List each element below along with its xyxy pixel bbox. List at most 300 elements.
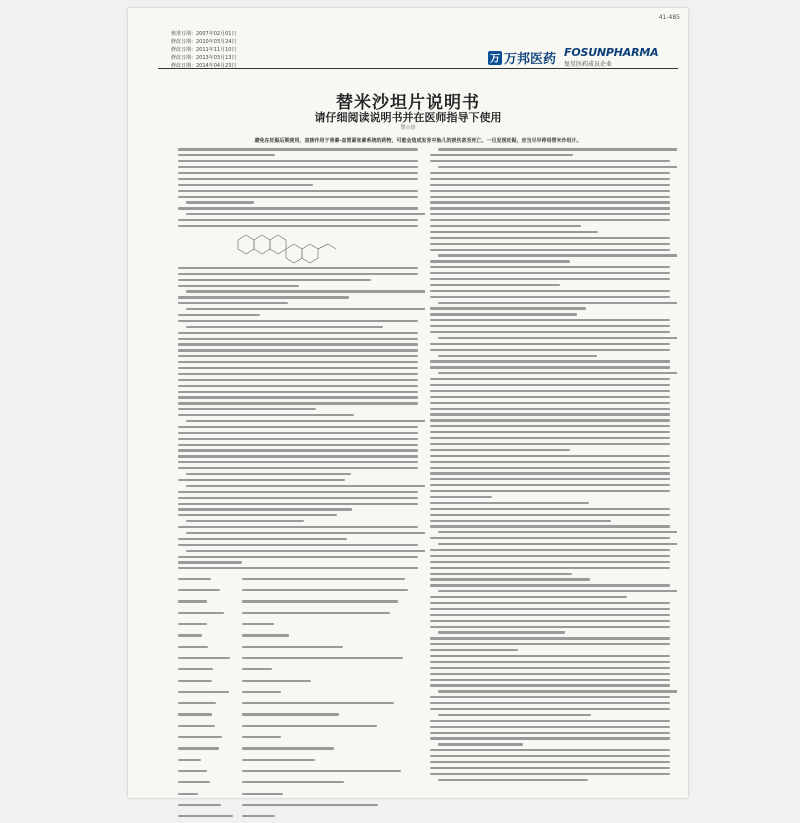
text-line-mark <box>178 320 418 322</box>
text-line-mark <box>178 657 230 659</box>
text-line <box>430 384 677 390</box>
text-line-mark <box>430 702 670 704</box>
text-line-mark <box>430 596 627 598</box>
text-line <box>178 308 425 314</box>
text-line <box>178 455 425 461</box>
text-line-mark <box>178 567 418 569</box>
text-line <box>430 431 677 437</box>
text-line-mark <box>178 338 418 340</box>
table-row <box>178 676 425 687</box>
text-line-mark <box>430 490 670 492</box>
text-line-mark <box>178 793 198 795</box>
revision-dates <box>171 30 236 70</box>
text-line-mark <box>178 379 418 381</box>
text-line-mark <box>438 714 591 716</box>
left-text-column <box>178 148 425 823</box>
wanbang-logo-icon: 万 <box>488 51 502 65</box>
text-line-mark <box>430 567 670 569</box>
text-line-mark <box>430 384 670 386</box>
text-line-mark <box>430 726 670 728</box>
table-row-label <box>178 611 242 617</box>
text-line <box>430 207 677 213</box>
text-line <box>430 590 677 596</box>
text-line <box>430 331 677 337</box>
text-line-mark <box>430 761 670 763</box>
table-row-label <box>178 634 242 640</box>
text-line-mark <box>430 549 670 551</box>
text-line-mark <box>430 213 670 215</box>
text-line-mark <box>242 736 281 738</box>
table-row-label <box>178 815 242 821</box>
text-line-mark <box>242 804 378 806</box>
text-line-mark <box>430 684 670 686</box>
text-line-mark <box>178 600 207 602</box>
text-line <box>430 266 677 272</box>
text-line-mark <box>178 589 220 591</box>
table-row-label <box>178 702 242 708</box>
text-line-mark <box>178 815 233 817</box>
table-row-value <box>242 792 425 798</box>
text-line-mark <box>178 285 299 287</box>
table-row <box>178 812 425 823</box>
table-row-value <box>242 770 425 776</box>
text-line-mark <box>242 578 405 580</box>
text-line-mark <box>438 631 565 633</box>
text-line-mark <box>430 555 670 557</box>
text-line-mark <box>178 668 213 670</box>
table-row-label <box>178 736 242 742</box>
text-line-mark <box>178 759 201 761</box>
text-line-mark <box>178 438 418 440</box>
text-line-mark <box>178 343 418 345</box>
table-row-value <box>242 747 425 753</box>
text-line-mark <box>186 485 425 487</box>
text-line <box>430 778 677 784</box>
revision-date: 修改日期：2010年03月24日 <box>171 39 237 45</box>
table-row-value <box>242 657 425 663</box>
text-line <box>430 166 677 172</box>
text-line-mark <box>178 449 418 451</box>
text-line-mark <box>430 349 670 351</box>
text-line-mark <box>242 634 289 636</box>
table-row-label <box>178 690 242 696</box>
text-line-mark <box>430 172 670 174</box>
text-line-mark <box>178 166 418 168</box>
document-title: 替米沙坦片说明书 <box>336 93 480 113</box>
text-line-mark <box>186 201 254 203</box>
table-row-value <box>242 713 425 719</box>
text-line-mark <box>430 478 670 480</box>
text-line-mark <box>186 532 425 534</box>
table-row-label <box>178 679 242 685</box>
text-line-mark <box>242 646 343 648</box>
text-line-mark <box>430 720 670 722</box>
text-line-mark <box>242 759 315 761</box>
text-line-mark <box>178 160 418 162</box>
text-line-mark <box>178 634 202 636</box>
text-line <box>178 219 425 225</box>
text-line-mark <box>178 497 418 499</box>
text-line-mark <box>186 308 425 310</box>
text-line-mark <box>186 473 351 475</box>
text-line-mark <box>242 781 344 783</box>
text-line-mark <box>178 148 418 150</box>
text-line-mark <box>186 290 425 292</box>
text-line-mark <box>430 343 670 345</box>
text-line-mark <box>178 219 418 221</box>
text-line-mark <box>178 172 418 174</box>
text-line <box>430 472 677 478</box>
text-line-mark <box>242 770 401 772</box>
text-line-mark <box>178 426 418 428</box>
text-line <box>430 319 677 325</box>
text-line-mark <box>430 461 670 463</box>
table-row <box>178 699 425 710</box>
table-row-value <box>242 758 425 764</box>
table-row-label <box>178 577 242 583</box>
text-line <box>430 696 677 702</box>
text-line-mark <box>438 543 677 545</box>
table-row-label <box>178 645 242 651</box>
table-row-value <box>242 803 425 809</box>
text-line <box>430 543 677 549</box>
text-line-mark <box>178 526 418 528</box>
text-line-mark <box>430 514 670 516</box>
text-line-mark <box>178 455 418 457</box>
text-line <box>430 160 677 166</box>
text-line-mark <box>430 272 670 274</box>
table-row-label <box>178 747 242 753</box>
text-line-mark <box>178 332 418 334</box>
text-line-mark <box>178 361 418 363</box>
table-row-value <box>242 736 425 742</box>
text-line-mark <box>178 461 418 463</box>
text-line <box>430 366 677 372</box>
text-line-mark <box>178 781 210 783</box>
text-line-mark <box>430 225 581 227</box>
text-line-mark <box>178 154 275 156</box>
text-line <box>430 213 677 219</box>
table-row <box>178 789 425 800</box>
text-line <box>178 526 425 532</box>
text-line-mark <box>430 508 670 510</box>
table-row-value <box>242 634 425 640</box>
text-line-mark <box>242 600 398 602</box>
text-line-mark <box>178 408 316 410</box>
text-line <box>178 207 425 213</box>
text-line <box>178 461 425 467</box>
text-line <box>430 584 677 590</box>
text-line-mark <box>178 491 418 493</box>
structural-formula-icon <box>228 230 348 266</box>
text-line-mark <box>186 213 425 215</box>
text-line-mark <box>430 667 670 669</box>
text-line-mark <box>430 284 560 286</box>
table-row <box>178 744 425 755</box>
text-line <box>178 160 425 166</box>
text-line-mark <box>178 725 215 727</box>
text-line-mark <box>186 520 304 522</box>
text-line-mark <box>178 273 418 275</box>
text-line-mark <box>430 231 598 233</box>
text-line-mark <box>178 444 418 446</box>
text-line-mark <box>186 326 383 328</box>
table-row <box>178 631 425 642</box>
text-line <box>430 749 677 755</box>
text-line-mark <box>178 302 288 304</box>
table-row-value <box>242 668 425 674</box>
text-line-mark <box>438 690 677 692</box>
table-row-label <box>178 600 242 606</box>
text-line <box>178 349 425 355</box>
wanbang-logo-text: 万邦医药 <box>504 52 557 67</box>
text-line-mark <box>430 732 670 734</box>
table-row-label <box>178 713 242 719</box>
text-line-mark <box>430 190 670 192</box>
text-line-mark <box>438 337 677 339</box>
text-line <box>430 490 677 496</box>
text-line-mark <box>242 815 275 817</box>
text-line-mark <box>178 479 345 481</box>
revision-date: 核准日期：2007年02月01日 <box>171 31 237 37</box>
text-line <box>178 402 425 408</box>
text-line-mark <box>242 713 339 715</box>
text-line-mark <box>242 612 390 614</box>
text-line-mark <box>430 196 670 198</box>
text-line-mark <box>178 646 208 648</box>
text-line-mark <box>430 419 670 421</box>
text-line-mark <box>430 608 670 610</box>
text-line-mark <box>242 668 272 670</box>
text-line-mark <box>178 467 418 469</box>
table-row <box>178 586 425 597</box>
text-line <box>430 531 677 537</box>
text-line-mark <box>178 804 221 806</box>
text-line <box>178 420 425 426</box>
text-line-mark <box>430 673 670 675</box>
text-line-mark <box>438 254 677 256</box>
text-line-mark <box>430 431 670 433</box>
text-line-mark <box>430 561 670 563</box>
text-line-mark <box>430 325 670 327</box>
table-row-value <box>242 724 425 730</box>
text-line-mark <box>178 612 224 614</box>
text-line-mark <box>430 390 670 392</box>
text-line <box>430 637 677 643</box>
header-rule <box>158 68 678 69</box>
text-line-mark <box>430 455 670 457</box>
document-subtitle: 请仔细阅读说明书并在医师指导下使用 <box>314 111 502 124</box>
text-line-mark <box>430 402 670 404</box>
text-line-mark <box>430 708 670 710</box>
text-line-mark <box>430 160 670 162</box>
text-line-mark <box>430 773 670 775</box>
text-line-mark <box>430 767 670 769</box>
text-line-mark <box>178 578 211 580</box>
text-line-mark <box>178 514 337 516</box>
text-line <box>430 219 677 225</box>
text-line-mark <box>430 467 670 469</box>
text-line <box>178 361 425 367</box>
text-line-mark <box>430 679 670 681</box>
table-row-value <box>242 611 425 617</box>
text-line-mark <box>430 237 670 239</box>
text-line <box>430 425 677 431</box>
text-line-mark <box>178 373 418 375</box>
table-row <box>178 688 425 699</box>
text-line-mark <box>430 437 670 439</box>
table-row-value <box>242 589 425 595</box>
text-line-mark <box>430 260 570 262</box>
fosun-logo-en: FOSUNPHARMA <box>564 46 659 59</box>
text-line-mark <box>438 148 677 150</box>
text-line <box>430 419 677 425</box>
text-line-mark <box>430 366 670 368</box>
text-line-mark <box>178 691 229 693</box>
table-row <box>178 654 425 665</box>
text-line <box>430 272 677 278</box>
text-line <box>178 567 425 573</box>
document-code: 41-485 <box>658 14 680 21</box>
text-line-mark <box>430 449 570 451</box>
text-line-mark <box>430 655 670 657</box>
text-line-mark <box>178 349 418 351</box>
text-line-mark <box>178 367 418 369</box>
text-line-mark <box>178 391 418 393</box>
text-line-mark <box>430 620 670 622</box>
text-line <box>178 367 425 373</box>
text-line <box>430 484 677 490</box>
text-line-mark <box>242 725 377 727</box>
text-line-mark <box>186 420 425 422</box>
table-row-label <box>178 770 242 776</box>
text-line-mark <box>178 503 418 505</box>
text-line-mark <box>430 378 670 380</box>
text-line-mark <box>438 372 677 374</box>
text-line-mark <box>430 520 611 522</box>
fosun-logo <box>564 46 676 68</box>
table-row <box>178 575 425 586</box>
text-line-mark <box>178 556 418 558</box>
revision-date: 修改日期：2011年11月10日 <box>171 47 237 53</box>
table-row <box>178 665 425 676</box>
text-line-mark <box>242 623 274 625</box>
table-row-label <box>178 623 242 629</box>
text-line-mark <box>438 531 677 533</box>
text-line-mark <box>430 266 670 268</box>
text-line-mark <box>178 770 207 772</box>
text-line-mark <box>242 702 394 704</box>
text-line <box>430 708 677 714</box>
table-row-value <box>242 623 425 629</box>
text-line-mark <box>430 649 518 651</box>
package-insert-sheet <box>128 8 688 798</box>
text-line <box>178 213 425 219</box>
text-line-mark <box>178 279 371 281</box>
wanbang-logo <box>488 48 556 67</box>
text-line-mark <box>178 538 347 540</box>
table-row <box>178 643 425 654</box>
text-line-mark <box>430 154 573 156</box>
right-text-column <box>430 148 677 784</box>
text-line-mark <box>430 484 670 486</box>
text-line-mark <box>430 290 670 292</box>
table-row-value <box>242 679 425 685</box>
fosun-logo-cn: 复星医药成员企业 <box>564 61 613 68</box>
table-row <box>178 722 425 733</box>
text-line-mark <box>178 225 418 227</box>
text-line-mark <box>430 626 670 628</box>
table-row-value <box>242 600 425 606</box>
text-line-mark <box>178 561 242 563</box>
text-line-mark <box>178 196 418 198</box>
text-line-mark <box>430 184 670 186</box>
table-row-label <box>178 803 242 809</box>
structural-formula <box>228 230 425 266</box>
text-line-mark <box>242 657 403 659</box>
text-line <box>430 702 677 708</box>
text-line-mark <box>430 408 670 410</box>
table-row-value <box>242 781 425 787</box>
text-line-mark <box>178 178 418 180</box>
text-line-mark <box>430 331 670 333</box>
text-line-mark <box>186 550 425 552</box>
text-line-mark <box>178 355 418 357</box>
text-line-mark <box>178 747 219 749</box>
text-line-mark <box>242 691 281 693</box>
text-line-mark <box>178 402 418 404</box>
text-line-mark <box>430 696 670 698</box>
table-row-label <box>178 724 242 730</box>
table-row-value <box>242 577 425 583</box>
text-line <box>430 690 677 696</box>
text-line-mark <box>178 736 222 738</box>
table-row-label <box>178 792 242 798</box>
text-line-mark <box>430 178 670 180</box>
table-row <box>178 778 425 789</box>
table-row-label <box>178 758 242 764</box>
text-line-mark <box>430 643 670 645</box>
revision-date: 修改日期：2014年04月23日 <box>171 63 237 69</box>
text-line-mark <box>430 360 670 362</box>
table-row <box>178 733 425 744</box>
text-line-mark <box>178 414 354 416</box>
text-line-mark <box>438 743 523 745</box>
text-line-mark <box>438 779 588 781</box>
text-line <box>430 325 677 331</box>
table-row <box>178 609 425 620</box>
text-line-mark <box>430 396 670 398</box>
text-line-mark <box>430 249 670 251</box>
text-line-mark <box>430 749 670 751</box>
text-line-mark <box>430 578 590 580</box>
revision-date: 修改日期：2013年03月13日 <box>171 55 237 61</box>
text-line-mark <box>178 508 352 510</box>
text-line-mark <box>178 702 216 704</box>
text-line-mark <box>242 589 408 591</box>
table-row <box>178 756 425 767</box>
table-row-value <box>242 815 425 821</box>
table-row <box>178 620 425 631</box>
text-line <box>430 537 677 543</box>
table-row-label <box>178 589 242 595</box>
text-line-mark <box>430 502 589 504</box>
table-row <box>178 767 425 778</box>
properties-table <box>178 575 425 823</box>
text-line <box>430 755 677 761</box>
warning-label: 警示语 <box>400 125 416 131</box>
text-line-mark <box>242 680 311 682</box>
